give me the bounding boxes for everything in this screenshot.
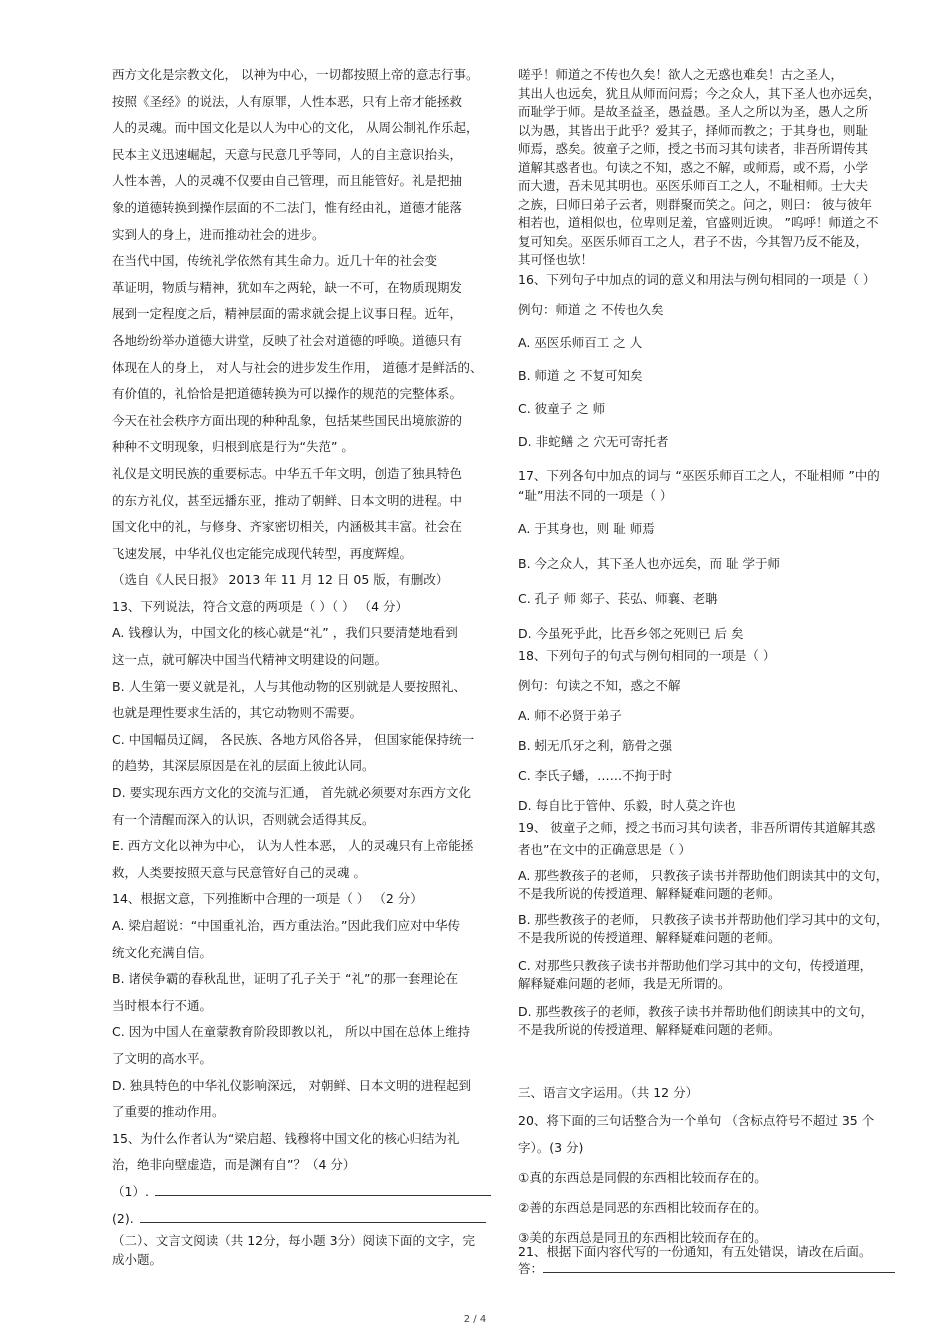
q17-option-c: C. 孔子 师 郯子、苌弘、师襄、老聃	[518, 591, 718, 606]
q19-option-c-line2: 解释疑难问题的老师，我是无所谓的。	[518, 976, 731, 991]
question-16	[518, 270, 898, 450]
passage-line: 而大遗，吾未见其明也。巫医乐师百工之人，不耻相师。士大夫	[518, 178, 869, 193]
q20-answer-blank[interactable]	[543, 1258, 895, 1273]
left-text-line: 今天在社会秩序方面出现的种种乱象，包括某些国民出境旅游的	[112, 412, 463, 428]
q19-option-b-line1: B. 那些教孩子的老师， 只教孩子读书并帮助他们学习其中的文句，	[518, 912, 889, 927]
passage-line: 其可怪也欤！	[518, 252, 594, 267]
left-text-line: 人性本善，人的灵魂不仅要由自己管理，而且能管好。礼是把抽	[112, 173, 463, 189]
left-text-line: 这一点，就可解决中国当代精神文明建设的问题。	[112, 652, 388, 668]
left-text-line: 展到一定程度之后，精神层面的需求就会提上议事日程。近年，	[112, 306, 463, 322]
q19-option-a-line2: 不是我所说的传授道理、解释疑难问题的老师。	[518, 886, 781, 901]
q18-example: 例句：句读之不知，惑之不解	[518, 678, 681, 693]
left-text-line: 了文明的高水平。	[112, 1050, 213, 1066]
passage-line: 之族，曰师曰弟子云者，则群聚而笑之。问之，则曰： 彼与彼年	[518, 196, 872, 212]
left-text-line: 体现在人的身上， 对人与社会的进步发生作用， 道德才是鲜活的、	[112, 359, 483, 375]
left-text-line: 了重要的推动作用。	[112, 1104, 225, 1120]
left-text-line: 飞速发展，中华礼仪也定能完成现代转型，再度辉煌。	[112, 545, 413, 561]
q16-option-d: D. 非蛇鳝 之 穴无可寄托者	[518, 434, 669, 449]
q19-option-a-line1: A. 那些教孩子的老师， 只教孩子读书并帮助他们朗读其中的文句，	[518, 868, 889, 883]
left-text-line: B. 人生第一要义就是礼，人与其他动物的区别就是人要按照礼、	[112, 678, 467, 694]
q20-stem-line1: 20、将下面的三句话整合为一个单句 （含标点符号不超过 35 个	[518, 1113, 875, 1128]
q20-item-3: ③美的东西总是同丑的东西相比较而存在的。	[518, 1230, 767, 1245]
left-text-line: C. 因为中国人在童蒙教育阶段即教以礼， 所以中国在总体上维持	[112, 1024, 471, 1040]
q16-stem: 16、下列句子中加点的词的意义和用法与例句相同的一项是（ ）	[518, 272, 876, 287]
left-text-line: 种种不文明现象，归根到底是行为“失范” 。	[112, 439, 354, 455]
q16-option-a: A. 巫医乐师百工 之 人	[518, 335, 643, 350]
left-text-line: 实到人的身上，进而推动社会的进步。	[112, 226, 325, 242]
left-text-line: B. 诸侯争霸的春秋乱世，证明了孔子关于 “礼”的那一套理论在	[112, 971, 458, 987]
left-column	[112, 62, 492, 1269]
q20-stem-line2: 字）。(3 分)	[518, 1140, 584, 1155]
left-text-line: 礼仪是文明民族的重要标志。中华五千年文明，创造了独具特色	[112, 465, 463, 481]
q20-answer-row	[518, 1258, 898, 1277]
q18-stem: 18、下列句子的句式与例句相同的一项是（ ）	[518, 648, 776, 663]
left-text-line: 15、为什么作者认为“梁启超、钱穆将中国文化的核心归结为礼	[112, 1130, 460, 1146]
left-text-line: 西方文化是宗教文化， 以神为中心，一切都按照上帝的意志行事。	[112, 67, 479, 82]
left-text-line: E. 西方文化以神为中心， 认为人性本恶， 人的灵魂只有上帝能拯	[112, 838, 474, 854]
q17-stem-line2: “耻”用法不同的一项是（ ）	[518, 488, 673, 503]
left-text-line: 14、根据文意，下列推断中合理的一项是（ ） （2 分）	[112, 891, 423, 907]
left-text-line: 也就是理性要求生活的，其它动物则不需要。	[112, 705, 363, 721]
q20-answer-label: 答：	[518, 1261, 544, 1276]
question-18	[518, 646, 898, 814]
q17-option-b: B. 今之众人，其下圣人也亦远矣，而 耻 学于师	[518, 556, 780, 571]
passage-line: 相若也，道相似也，位卑则足羞，官盛则近谀。 ”呜呼！师道之不	[518, 215, 879, 230]
section-2-heading-line: 成小题。	[112, 1251, 163, 1267]
q18-option-a: A. 师不必贤于弟子	[518, 708, 622, 723]
q19-option-c	[518, 956, 898, 992]
right-column	[518, 66, 898, 1276]
q19-stem-line1: 19、 彼童子之师，授之书而习其句读者，非吾所谓传其道解其惑	[518, 820, 876, 835]
section-3-heading: 三、语言文字运用。（共 12 分）	[518, 1085, 699, 1100]
answer-line-2	[112, 1206, 492, 1233]
left-text-line: 救，人类要按照天意与民意管好自己的灵魂 。	[112, 864, 366, 880]
left-text-line: 的趋势，其深层原因是在礼的层面上彼此认同。	[112, 758, 375, 774]
left-text-line: 国文化中的礼，与修身、齐家密切相关，内涵极其丰富。社会在	[112, 519, 463, 535]
left-text-line: 按照《圣经》的说法，人有原罪，人性本恶，只有上帝才能拯救	[112, 93, 463, 109]
q19-option-d	[518, 1002, 898, 1038]
question-17	[518, 466, 898, 642]
passage-line: 道解其惑者也。句读之不知，惑之不解，或师焉，或不焉，小学	[518, 159, 869, 175]
q18-option-c: C. 李氏子蟠，……不拘于时	[518, 768, 673, 783]
q19-option-d-line2: 不是我所说的传授道理、解释疑难问题的老师。	[518, 1022, 781, 1037]
left-text-line: 象的道德转换到操作层面的不二法门，惟有经由礼，道德才能落	[112, 199, 463, 215]
left-text-line: 人的灵魂。而中国文化是以人为中心的文化， 从周公制礼作乐起，	[112, 120, 479, 136]
q19-stem-line2: 者也”在文中的正确意思是（ ）	[518, 842, 691, 857]
left-text-line: 13、下列说法，符合文意的两项是（ ）（ ） （4 分）	[112, 598, 409, 614]
question-19	[518, 818, 898, 1038]
passage-line: 其出人也远矣，犹且从师而问焉；今之众人，其下圣人也亦远矣，	[518, 85, 881, 101]
left-text-line: C. 中国幅员辽阔， 各民族、各地方风俗各异， 但国家能保持统一	[112, 731, 475, 747]
q20-item-1: ①真的东西总是同假的东西相比较而存在的。	[518, 1170, 767, 1185]
left-text-line: D. 要实现东西方文化的交流与汇通， 首先就必须要对东西方文化	[112, 785, 472, 801]
q19-option-b	[518, 910, 898, 946]
left-text-line: D. 独具特色的中华礼仪影响深远， 对朝鲜、日本文明的进程起到	[112, 1077, 472, 1093]
left-text-line: 革证明，物质与精神，犹如车之两轮，缺一不可，在物质现期发	[112, 279, 463, 295]
passage-line: 复可知矣。巫医乐师百工之人，君子不齿，今其智乃反不能及，	[518, 233, 869, 249]
q19-option-b-line2: 不是我所说的传授道理、解释疑难问题的老师。	[518, 930, 781, 945]
passage-line: 师焉，惑矣。彼童子之师，授之书而习其句读者，非吾所谓传其	[518, 141, 869, 156]
left-text-line: 在当代中国，传统礼学依然有其生命力。近几十年的社会变	[112, 253, 438, 269]
q16-option-b: B. 师道 之 不复可知矣	[518, 368, 643, 383]
left-text-line: 有一个清醒而深入的认识，否则就会适得其反。	[112, 811, 375, 827]
left-text-line: A. 钱穆认为，中国文化的核心就是“礼” ，我们只要清楚地看到	[112, 625, 458, 641]
question-21: 21、根据下面内容代写的一份通知，有五处错误，请改在后面。	[518, 1244, 872, 1259]
left-text-line: （选自《人民日报》 2013 年 11 月 12 日 05 版，有删改）	[112, 572, 449, 588]
q18-option-d: D. 每自比于管仲、乐毅，时人莫之许也	[518, 798, 736, 813]
q17-stem-line1: 17、下列各句中加点的词与 “巫医乐师百工之人，不耻相师 ”中的	[518, 468, 880, 483]
q18-option-b: B. 蚓无爪牙之利，筋骨之强	[518, 738, 673, 753]
left-text-line: A. 梁启超说：“中国重礼治，西方重法治。”因此我们应对中华传	[112, 918, 460, 933]
q19-option-c-line1: C. 对那些只教孩子读书并帮助他们学习其中的文句，传授道理，	[518, 958, 873, 973]
left-text-line: 有价值的，礼恰恰是把道德转换为可以操作的规范的完整体系。	[112, 386, 463, 402]
answer-line-1-blank[interactable]	[155, 1181, 491, 1196]
left-text-line: 的东方礼仪，甚至远播东亚，推动了朝鲜、日本文明的进程。中	[112, 492, 463, 508]
section-2-heading-line: （二）、文言文阅读（共 12分，每小题 3分）阅读下面的文字，完	[112, 1233, 476, 1249]
left-text-line: 各地纷纷举办道德大讲堂，反映了社会对道德的呼唤。道德只有	[112, 332, 463, 348]
answer-line-2-label: (2).	[112, 1210, 134, 1226]
passage-line: 嗟乎！师道之不传也久矣！欲人之无惑也难矣！古之圣人，	[518, 67, 844, 82]
q16-example: 例句：师道 之 不传也久矣	[518, 302, 664, 317]
q16-option-c: C. 彼童子 之 师	[518, 401, 606, 416]
q19-option-d-line1: D. 那些教孩子的老师，教孩子读书并帮助他们朗读其中的文句，	[518, 1004, 874, 1019]
answer-line-1-label: （1）.	[112, 1183, 149, 1199]
left-text-line: 当时根本行不通。	[112, 997, 213, 1013]
left-text-line: 统文化充满自信。	[112, 944, 213, 960]
passage-line: 以为愚，其皆出于此乎？爱其子，择师而教之；于其身也，则耻	[518, 122, 869, 138]
q17-option-a: A. 于其身也，则 耻 师焉	[518, 521, 655, 536]
answer-line-1	[112, 1179, 492, 1206]
page-number: 2 / 4	[463, 1314, 487, 1325]
passage-line: 而耻学于师。是故圣益圣，愚益愚。圣人之所以为圣，愚人之所	[518, 104, 869, 119]
answer-line-2-blank[interactable]	[140, 1208, 486, 1223]
left-text-line: 治，绝非向壁虚造，而是渊有自”？（4 分）	[112, 1157, 356, 1173]
q19-option-a	[518, 866, 898, 902]
classical-passage	[518, 66, 898, 270]
q17-option-d: D. 今虽死乎此，比吾乡邻之死则已 后 矣	[518, 626, 744, 641]
q20-item-2: ②善的东西总是同恶的东西相比较而存在的。	[518, 1200, 767, 1215]
left-text-line: 民本主义迅速崛起，天意与民意几乎等同，人的自主意识抬头，	[112, 146, 463, 162]
